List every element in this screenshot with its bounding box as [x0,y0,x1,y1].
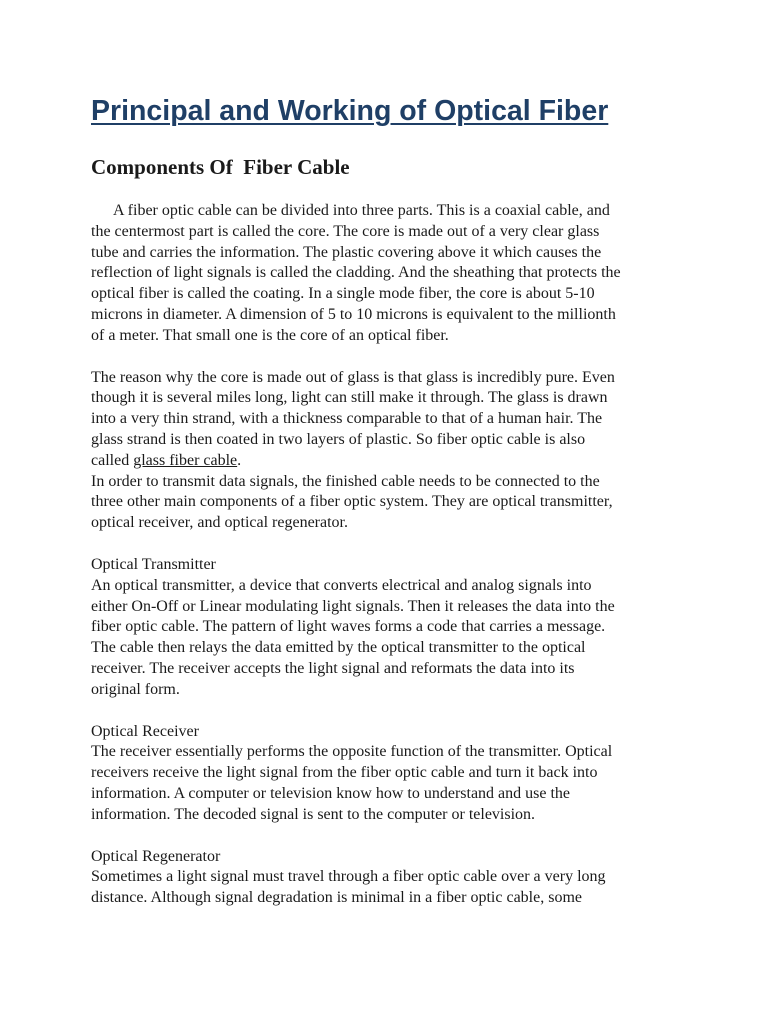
called-prefix: called [91,451,134,469]
document-title: Principal and Working of Optical Fiber [91,95,609,127]
text-line: In order to transmit data signals, the finished cable needs to be connected to the [91,472,600,490]
text-line: An optical transmitter, a device that converts electrical and analog signals into [91,576,592,594]
text-line: tube and carries the information. The plastic covering above it which causes the [91,243,602,261]
text-line: information. The decoded signal is sent to the computer or television. [91,805,536,823]
text-line: receivers receive the light signal from the fiber optic cable and turn it back into [91,764,598,782]
text-line: either On-Off or Linear modulating light signals. Then it releases the data into the [91,597,615,615]
text-line: of a meter. That small one is the core of an optical fiber. [91,326,449,344]
text-line: Sometimes a light signal must travel through a fiber optic cable over a very long [91,868,606,886]
text-line: the centermost part is called the core. The core is made out of a very clear glass [91,222,600,240]
text-line: information. A computer or television know how to understand and use the [91,784,571,802]
text-line: into a very thin strand, with a thickness comparable to that of a human hair. The [91,410,603,428]
text-line: receiver. The receiver accepts the light signal and reformats the data into its [91,659,575,677]
text-line: The cable then relays the data emitted by the optical transmitter to the optical [91,639,586,657]
transmitter-paragraph [91,576,676,701]
receiver-heading: Optical Receiver [91,722,199,740]
text-line [91,451,676,472]
text-line: original form. [91,680,180,698]
text-line: optical fiber is called the coating. In a single mode fiber, the core is about 5-10 [91,285,595,303]
transmit-paragraph [91,472,676,534]
transmitter-heading: Optical Transmitter [91,555,216,573]
called-suffix: . [237,451,242,469]
receiver-paragraph [91,742,676,825]
regenerator-heading: Optical Regenerator [91,847,221,865]
intro-paragraph [91,201,676,347]
text-line: reflection of light signals is called the cladding. And the sheathing that protects the [91,264,621,282]
text-line: glass strand is then coated in two layers of plastic. So fiber optic cable is also [91,430,586,448]
text-line: distance. Although signal degradation is minimal in a fiber optic cable, some [91,889,582,907]
text-line: optical receiver, and optical regenerator. [91,514,348,532]
text-line: The receiver essentially performs the opposite function of the transmitter. Optical [91,743,613,761]
text-line: A fiber optic cable can be divided into three parts. This is a coaxial cable, and [113,202,610,219]
text-line: microns in diameter. A dimension of 5 to 10 microns is equivalent to the millionth [91,305,616,323]
text-line: though it is several miles long, light can still make it through. The glass is drawn [91,389,608,407]
glass-fiber-cable-link[interactable]: glass fiber cable [133,451,238,469]
regenerator-paragraph [91,867,676,909]
document-body [91,92,676,909]
section-heading: Components Of Fiber Cable [91,155,350,179]
text-line: three other main components of a fiber optic system. They are optical transmitter, [91,493,613,511]
text-line: fiber optic cable. The pattern of light waves forms a code that carries a message. [91,618,606,636]
text-line: The reason why the core is made out of glass is that glass is incredibly pure. Even [91,368,615,386]
glass-core-paragraph [91,368,676,472]
